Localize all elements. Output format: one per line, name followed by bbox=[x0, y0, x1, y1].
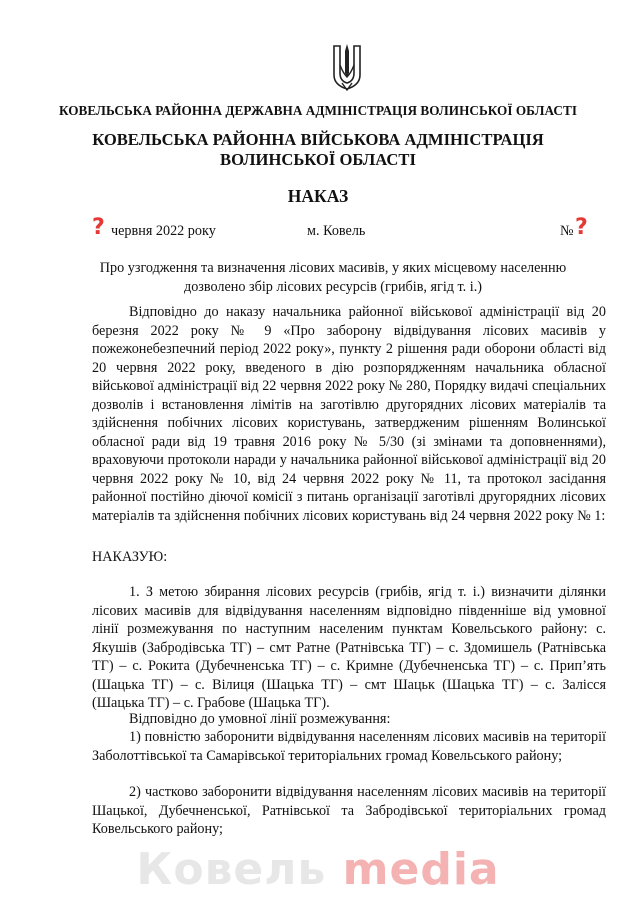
military-administration-line-1: КОВЕЛЬСЬКА РАЙОННА ВІЙСЬКОВА АДМІНІСТРАЦІЯ bbox=[92, 130, 544, 149]
watermark-part-2: media bbox=[342, 844, 500, 895]
order-subitem-1: 1) повністю заборонити відвідування населенням лісових масивів на території Заболоттівської та Самарівської територіальних громад Ковельського району; bbox=[92, 729, 606, 764]
document-type-title: НАКАЗ bbox=[287, 186, 349, 206]
subject-line-1: Про узгодження та визначення лісових масивів, у яких місцевому населенню bbox=[99, 260, 567, 276]
subject-line-2: дозволено збір лісових ресурсів (грибів, ягід т. і.) bbox=[184, 278, 482, 295]
order-item-1-intro: Відповідно до умовної лінії розмежування: bbox=[129, 711, 391, 727]
administration-header: КОВЕЛЬСЬКА РАЙОННА ДЕРЖАВНА АДМІНІСТРАЦІЯ ВОЛИНСЬКОЇ ОБЛАСТІ bbox=[58, 103, 578, 118]
document-city: м. Ковель bbox=[307, 223, 366, 239]
watermark-logo bbox=[0, 842, 636, 898]
order-heading: НАКАЗУЮ: bbox=[92, 549, 168, 565]
trident-emblem-icon bbox=[331, 43, 363, 91]
date-text: червня 2022 року bbox=[111, 223, 216, 239]
preamble-paragraph: Відповідно до наказу начальника районної військової адміністрації від 20 березня 2022 року № 9 «Про заборону відвідування лісових масивів у пожежонебезпечний період 2022 року», пункту 2 рішення ради оборони області від 20 червня 2022 року, введеного в дію розпорядженням начальника обласної військової адміністрації від 22 червня 2022 року № 280, Порядку видачі спеціальних дозволів і встановлення лімітів на заготівлю другорядних лісових матеріалів та здійснення побічних лісових користувань, затвердженим рішенням Волинської обласної ради від 19 травня 2016 року № 5/30 (зі змінами та доповненнями), враховуючи протоколи наради у начальника районної військової адміністрації від 20 червня 2022 року № 10, від 24 червня 2022 року № 11, та протокол засідання районної постійно діючої комісії з питань організації заготівлі другорядних лісових матеріалів та здійснення побічних лісових користувань від 24 червня 2022 року № 1: bbox=[92, 304, 606, 524]
order-item-1: 1. З метою збирання лісових ресурсів (грибів, ягід т. і.) визначити ділянки лісових масивів для відвідування населенням відповідно південніше від умовної лінії розмежування по наступним населеним пунктам Ковельського району: с. Якушів (Забродівська ТГ) – смт Ратне (Ратнівська ТГ) – с. Здомишель (Ратнівська ТГ) – с. Рокита (Дубечненська ТГ) – с. Кримне (Дубечненська ТГ) – с. Прип’ять (Шацька ТГ) – с. Вілиця (Шацька ТГ) – смт Шацьк (Шацька ТГ) – с. Залісся (Шацька ТГ) – с. Грабове (Шацька ТГ). bbox=[92, 584, 606, 711]
document-subject bbox=[70, 259, 596, 296]
military-administration-header bbox=[0, 130, 636, 170]
number-label: № bbox=[560, 223, 574, 239]
watermark-part-1: Ковель bbox=[136, 844, 343, 895]
military-administration-line-2: ВОЛИНСЬКОЇ ОБЛАСТІ bbox=[220, 150, 416, 169]
number-placeholder-mark: ? bbox=[575, 215, 588, 240]
order-subitem-2: 2) частково заборонити відвідування населенням лісових масивів на території Шацької, Дубечненської, Ратнівської та Забродівської територіальних громад Ковельського району; bbox=[92, 784, 606, 837]
date-placeholder-mark: ? bbox=[92, 215, 105, 240]
document-meta-row bbox=[0, 215, 636, 244]
